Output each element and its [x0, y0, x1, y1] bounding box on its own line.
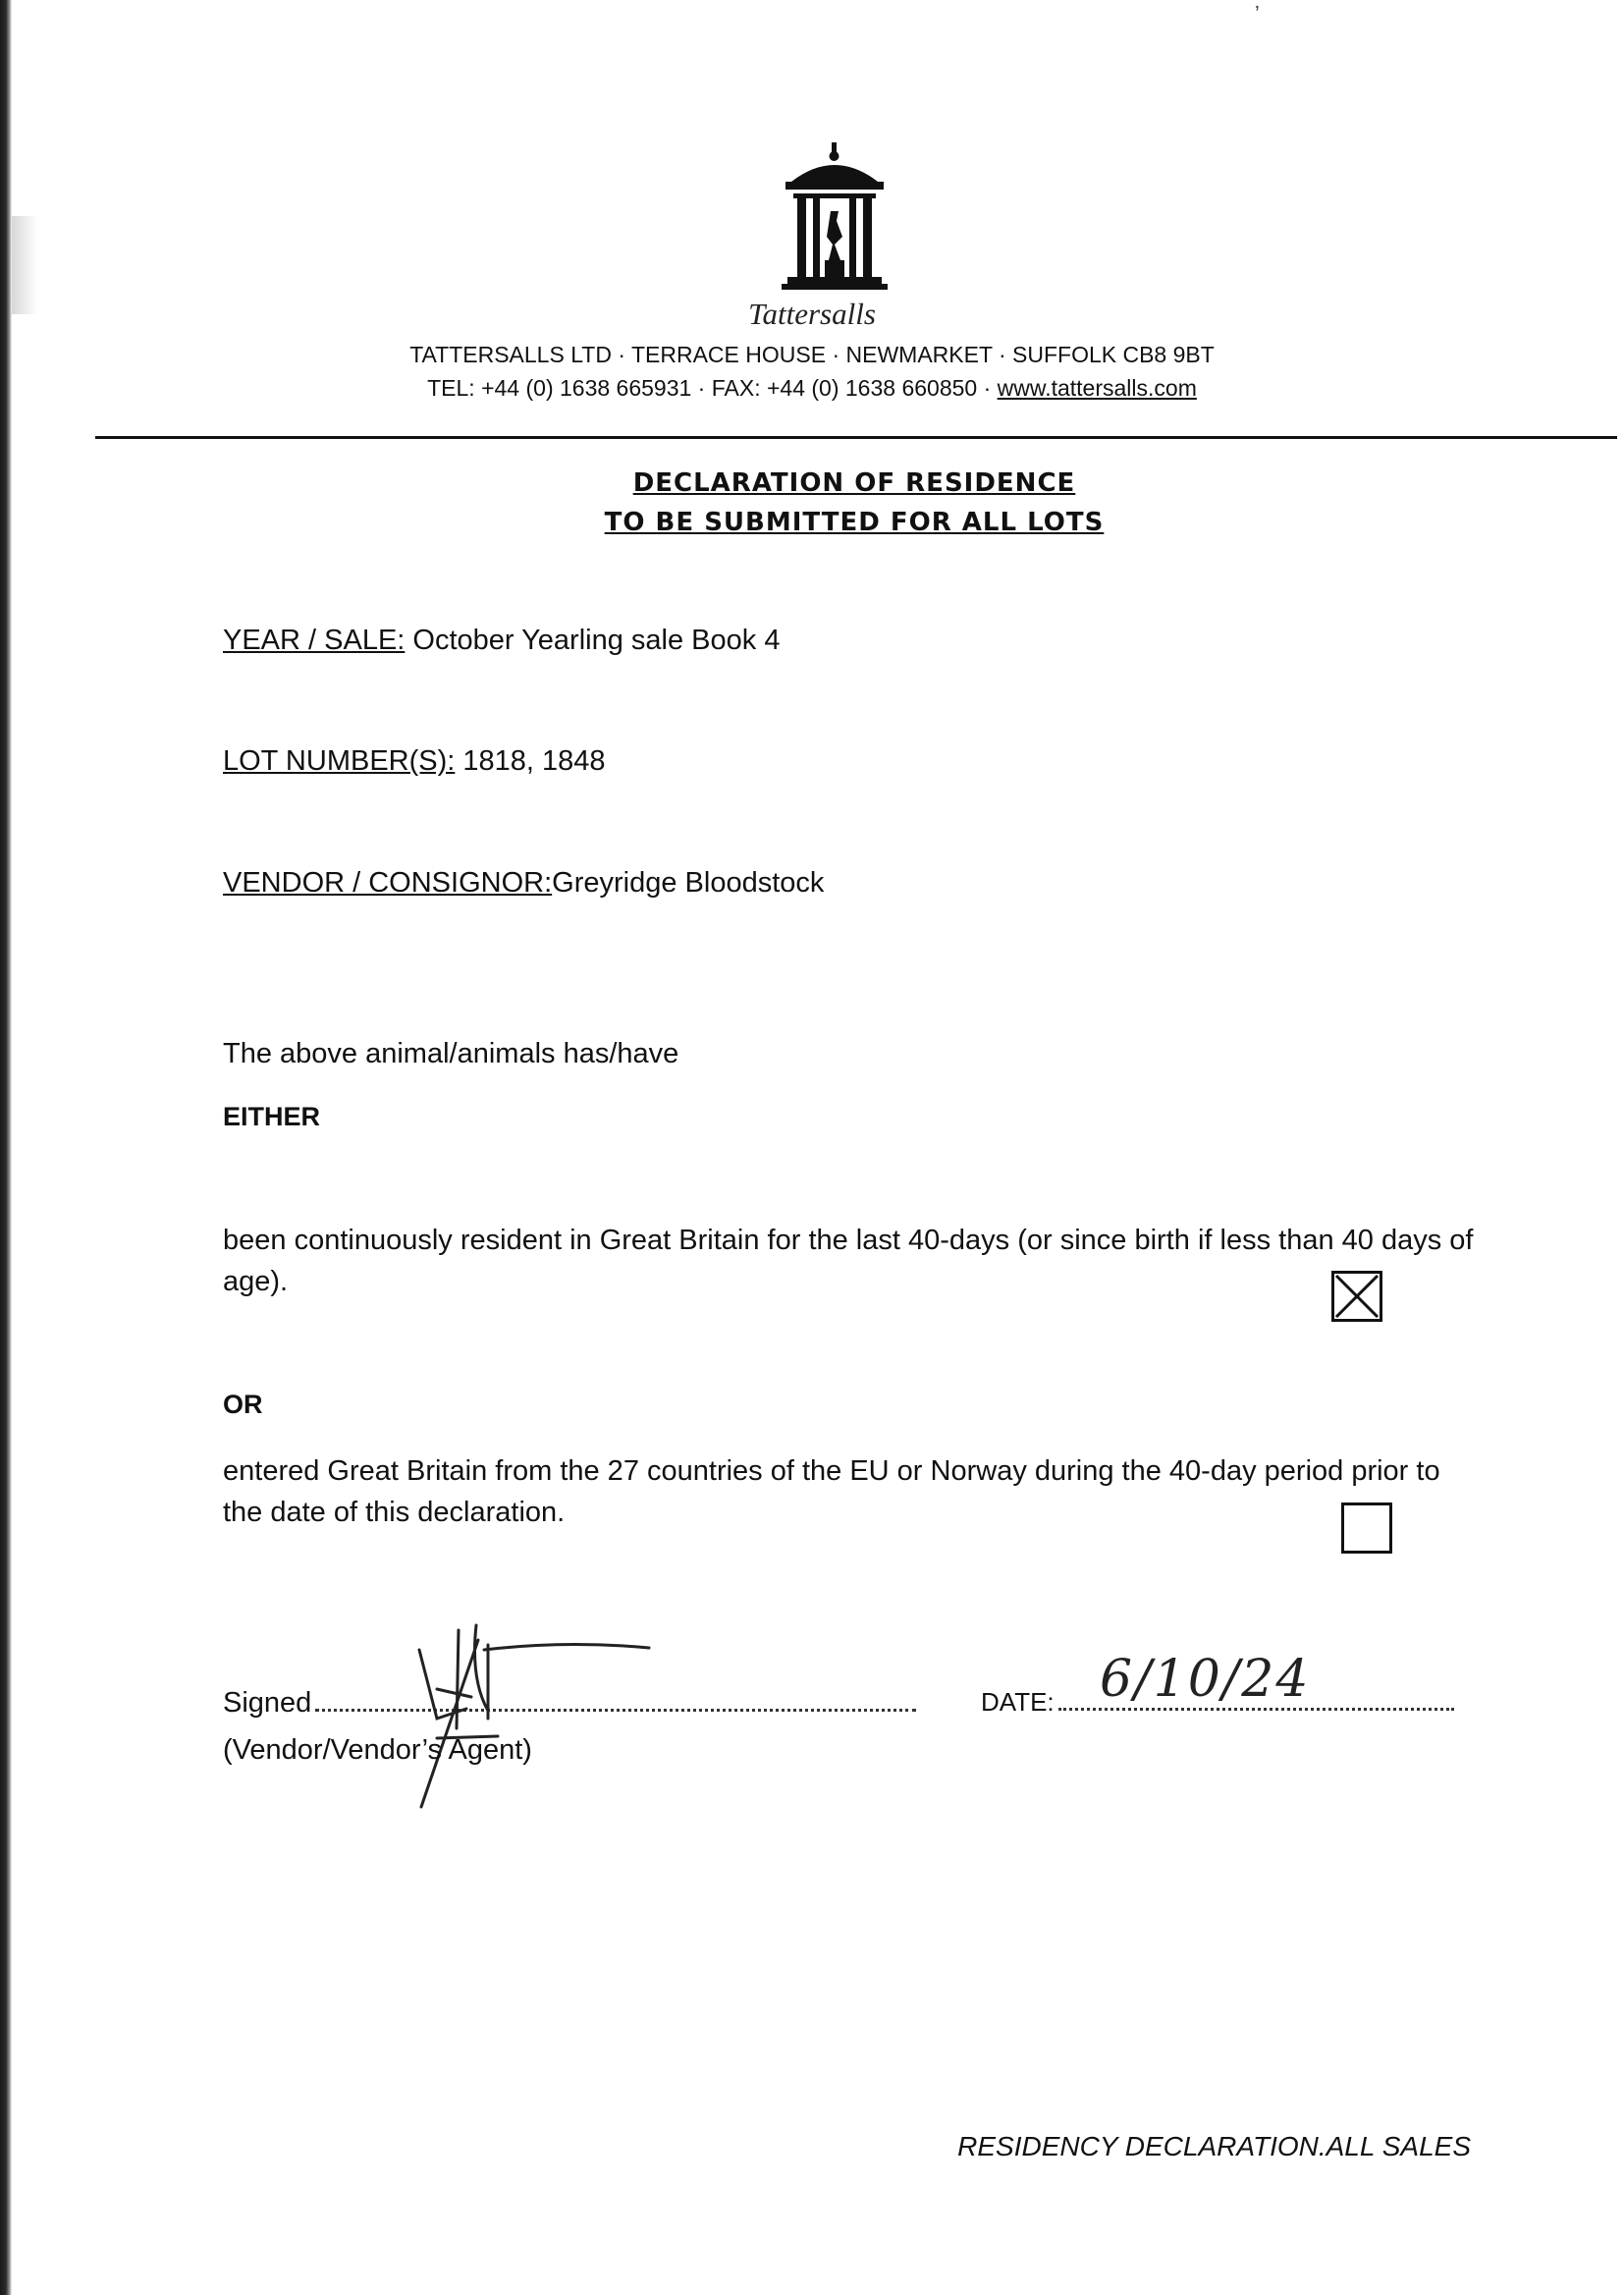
- vendor-label: VENDOR / CONSIGNOR:: [223, 867, 553, 899]
- vendor-field: [223, 867, 824, 900]
- or-heading: OR: [223, 1390, 263, 1419]
- company-contact: [0, 375, 1624, 402]
- handwritten-date: 6/10/24: [1100, 1650, 1311, 1709]
- website-link[interactable]: www.tattersalls.com: [997, 375, 1197, 401]
- scan-speck: ʼ: [1255, 2, 1260, 27]
- option-eu-entry-text: entered Great Britain from the 27 countries of the EU or Norway during the 40-day period prior to the date of this declaration.: [223, 1455, 1440, 1528]
- document-title: DECLARATION OF RESIDENCE: [632, 468, 1076, 498]
- document-subtitle: TO BE SUBMITTED FOR ALL LOTS: [604, 508, 1105, 537]
- lot-numbers-label: LOT NUMBER(S):: [223, 745, 456, 777]
- option-resident-text: been continuously resident in Great Britain for the last 40-days (or since birth if less than 40 days of age).: [223, 1225, 1474, 1297]
- either-heading: EITHER: [223, 1102, 321, 1131]
- checkbox-cross-icon: [1334, 1274, 1380, 1319]
- signed-label: Signed: [223, 1687, 312, 1719]
- brand-name: Tattersalls: [748, 297, 876, 331]
- header-divider: [95, 436, 1617, 439]
- handwritten-signature: [398, 1620, 673, 1817]
- year-sale-label: YEAR / SALE:: [223, 625, 406, 656]
- intro-text: The above animal/animals has/have: [223, 1038, 679, 1069]
- option-resident-checkbox[interactable]: [1331, 1271, 1382, 1322]
- vendor-value[interactable]: Greyridge Bloodstock: [552, 867, 825, 899]
- option-eu-entry-checkbox[interactable]: [1341, 1503, 1392, 1554]
- company-address: TATTERSALLS LTD · TERRACE HOUSE · NEWMARKET · SUFFOLK CB8 9BT: [409, 342, 1215, 367]
- lot-numbers-field: [223, 745, 606, 778]
- phone-fax: TEL: +44 (0) 1638 665931 · FAX: +44 (0) 1638 660850 ·: [427, 375, 998, 401]
- form-footer: RESIDENCY DECLARATION.ALL SALES: [957, 2131, 1471, 2161]
- tattersalls-logo-icon: [776, 142, 893, 300]
- year-sale-field: [223, 625, 780, 657]
- date-label: DATE:: [981, 1687, 1055, 1717]
- signer-role-label: (Vendor/Vendor’s Agent): [223, 1734, 532, 1766]
- year-sale-value[interactable]: October Yearling sale Book 4: [412, 625, 781, 656]
- lot-numbers-value[interactable]: 1818, 1848: [462, 745, 606, 777]
